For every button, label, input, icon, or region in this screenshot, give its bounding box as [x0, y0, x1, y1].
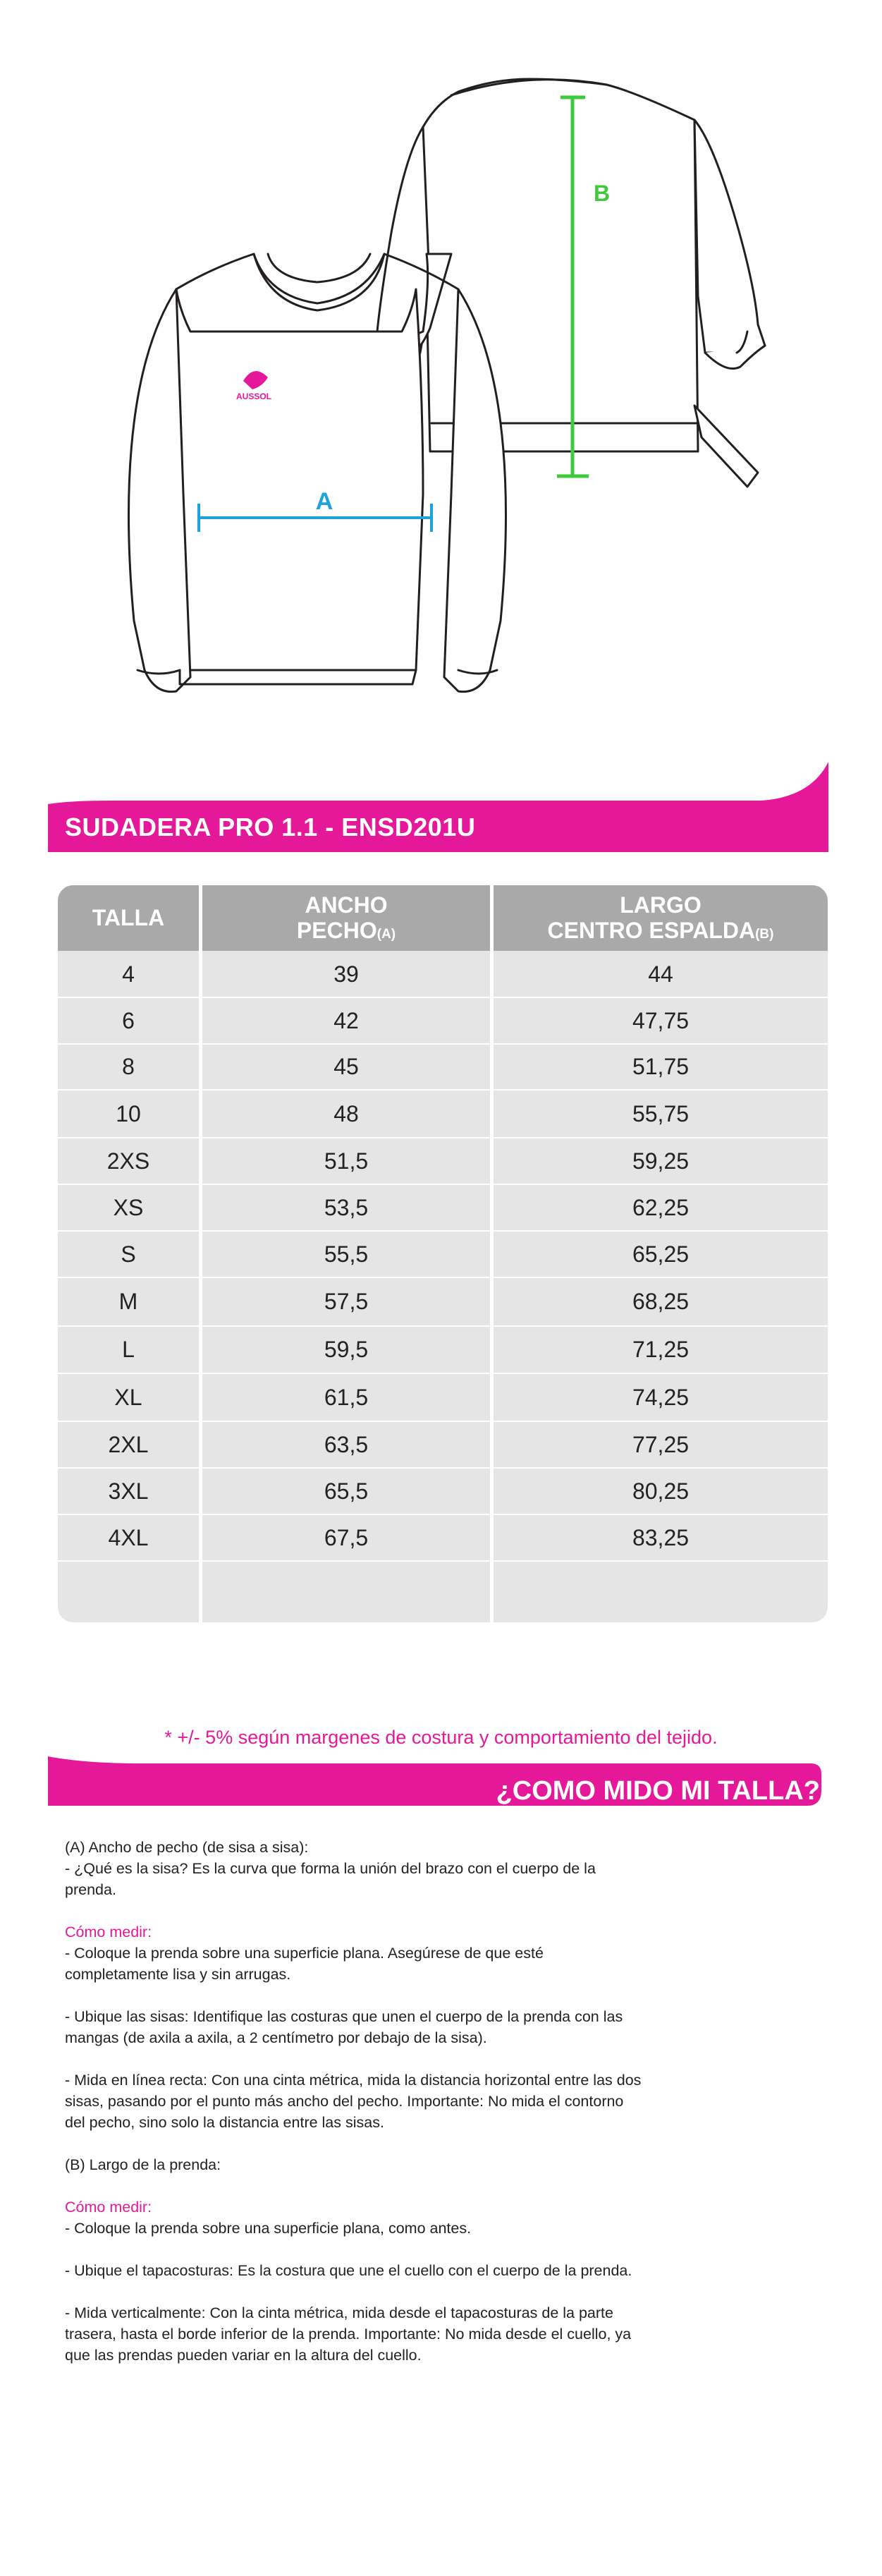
cell-length: 65,25 — [632, 1241, 690, 1267]
header-size: TALLA — [92, 904, 165, 930]
cell-chest: 39 — [333, 961, 359, 987]
a-step-3: - Mida en línea recta: Con una cinta métrica, mida la distancia horizontal entre las dos sisas, pasando por el punto más ancho del pecho. Importante: No mida el contorno del pecho, sino solo la distancia entre las sisas. — [65, 2072, 642, 2131]
label-b: B — [594, 181, 611, 206]
b-heading: (B) Largo de la prenda: — [65, 2156, 221, 2173]
cell-size: M — [118, 1289, 138, 1314]
page-title: SUDADERA PRO 1.1 - ENSD201U — [65, 813, 476, 842]
how-to-measure-title: ¿COMO MIDO MI TALLA? — [496, 1776, 820, 1806]
cell-size: 4 — [122, 961, 135, 987]
cell-length: 55,75 — [632, 1100, 690, 1126]
cell-length: 47,75 — [632, 1007, 690, 1033]
cell-size: XS — [113, 1194, 144, 1220]
cell-size: S — [121, 1241, 136, 1267]
cell-length: 71,25 — [632, 1337, 690, 1362]
cell-size: 6 — [122, 1007, 135, 1033]
cell-length: 44 — [648, 961, 673, 987]
cell-chest: 55,5 — [324, 1241, 369, 1267]
table-row — [58, 1138, 828, 1184]
label-a: A — [315, 488, 333, 515]
a-step-1: - Coloque la prenda sobre una superficie plana. Asegúrese de que esté completamente lisa y sin arrugas. — [65, 1945, 544, 1983]
cell-chest: 61,5 — [324, 1384, 369, 1410]
cell-size: 2XL — [108, 1431, 149, 1457]
cell-chest: 67,5 — [324, 1524, 369, 1550]
cell-size: 4XL — [108, 1524, 149, 1550]
cell-size: XL — [114, 1384, 142, 1410]
header-length: LARGO CENTRO ESPALDA(B) — [547, 892, 774, 943]
table-row — [58, 1277, 828, 1326]
b-step-2: - Ubique el tapacosturas: Es la costura que une el cuello con el cuerpo de la prenda. — [65, 2262, 632, 2279]
cell-length: 77,25 — [632, 1431, 690, 1457]
table-row — [58, 1231, 828, 1277]
cell-size: 3XL — [108, 1478, 149, 1504]
table-row — [58, 1514, 828, 1561]
cell-length: 80,25 — [632, 1478, 690, 1504]
b-step-1: - Coloque la prenda sobre una superficie plana, como antes. — [65, 2220, 472, 2237]
table-row — [58, 1468, 828, 1514]
a-heading: (A) Ancho de pecho (de sisa a sisa): — [65, 1839, 309, 1856]
table-row — [58, 1373, 828, 1421]
a-question: - ¿Qué es la sisa? Es la curva que forma la unión del brazo con el cuerpo de la prenda. — [65, 1860, 596, 1898]
table-row — [58, 1044, 828, 1090]
cell-size — [58, 1561, 199, 1622]
svg-text:AUSSOL: AUSSOL — [235, 391, 272, 401]
cell-chest — [202, 1561, 490, 1622]
cell-length: 83,25 — [632, 1524, 690, 1550]
tolerance-note: * +/- 5% según margenes de costura y comportamiento del tejido. — [164, 1727, 718, 1748]
cell-size: L — [122, 1337, 135, 1362]
table-row — [58, 997, 828, 1044]
cell-chest: 57,5 — [324, 1289, 369, 1314]
cell-chest: 48 — [333, 1100, 359, 1126]
cell-length — [494, 1561, 828, 1622]
cell-length: 59,25 — [632, 1148, 690, 1174]
a-step-2: - Ubique las sisas: Identifique las costuras que unen el cuerpo de la prenda con las mangas (de axila a axila, a 2 centímetro por debajo de la sisa). — [65, 2008, 623, 2046]
cell-size: 8 — [122, 1054, 135, 1079]
header-chest: ANCHO PECHO(A) — [296, 892, 396, 943]
cell-chest: 45 — [333, 1054, 359, 1079]
b-step-3: - Mida verticalmente: Con la cinta métrica, mida desde el tapacosturas de la parte trasera, hasta el borde inferior de la prenda. Importante: No mida desde el cuello, ya que las prendas pueden variar en la altura del cuello. — [65, 2304, 632, 2364]
cell-length: 74,25 — [632, 1384, 690, 1410]
cell-size: 2XS — [106, 1148, 150, 1174]
cell-length: 62,25 — [632, 1194, 690, 1220]
table-row — [58, 1326, 828, 1373]
b-how-label: Cómo medir: — [65, 2199, 152, 2216]
cell-size: 10 — [116, 1100, 141, 1126]
cell-chest: 42 — [333, 1007, 359, 1033]
table-row — [58, 1090, 828, 1138]
table-row — [58, 951, 828, 997]
cell-chest: 65,5 — [324, 1478, 369, 1504]
cell-chest: 53,5 — [324, 1194, 369, 1220]
cell-chest: 59,5 — [324, 1337, 369, 1362]
measurement-instructions — [65, 1837, 643, 2387]
table-row — [58, 1561, 828, 1622]
table-row — [58, 1421, 828, 1468]
size-table — [58, 885, 828, 1622]
cell-chest: 63,5 — [324, 1431, 369, 1457]
table-row — [58, 1184, 828, 1231]
cell-length: 68,25 — [632, 1289, 690, 1314]
a-how-label: Cómo medir: — [65, 1924, 152, 1940]
cell-chest: 51,5 — [324, 1148, 369, 1174]
cell-length: 51,75 — [632, 1054, 690, 1079]
garment-illustration — [0, 0, 882, 762]
